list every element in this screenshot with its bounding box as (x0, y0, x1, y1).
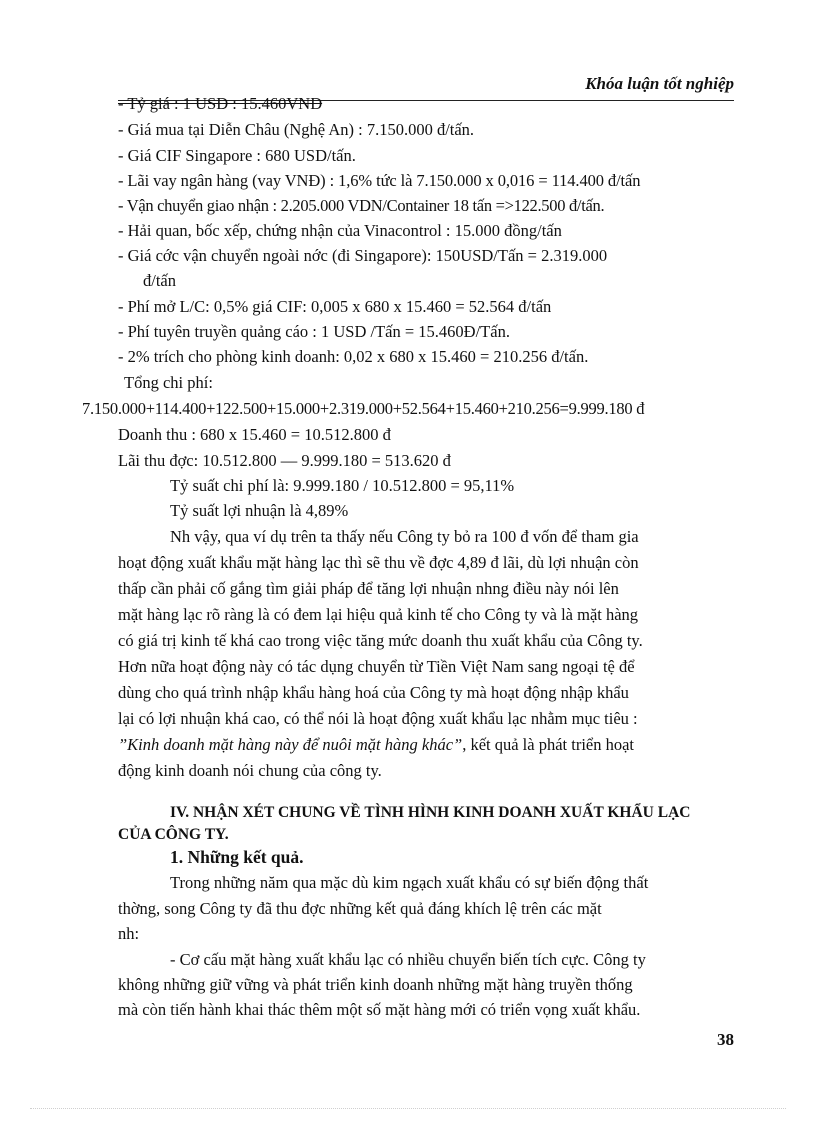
paragraph-line: nh: (118, 924, 140, 943)
paragraph-line: hoạt động xuất khẩu mặt hàng lạc thì sẽ thu về đợc 4,89 đ lãi, dù lợi nhuận còn (118, 553, 639, 572)
exchange-rate-line: - Tỷ giá : 1 USD : 15.460VNĐ (118, 94, 323, 113)
section-heading: IV. NHẬN XÉT CHUNG VỀ TÌNH HÌNH KINH DOANH XUẤT KHẨU LẠC (170, 804, 691, 821)
quoted-motto: ”Kinh doanh mặt hàng này để nuôi mặt hàng khác” (118, 735, 463, 754)
paragraph-line: mặt hàng lạc rõ ràng là có đem lại hiệu quả kinh tế cho Công ty và là mặt hàng (118, 605, 639, 624)
profit-ratio-line: Tỷ suất lợi nhuận là 4,89% (170, 501, 349, 520)
paragraph-line: thờng, song Công ty đã thu đợc những kết quả đáng khích lệ trên các mặt (118, 899, 602, 918)
paragraph-line: Nh vậy, qua ví dụ trên ta thấy nếu Công ty bỏ ra 100 đ vốn để tham gia (170, 527, 639, 546)
subheading: 1. Những kết quả. (170, 847, 304, 867)
profit-line: Lãi thu đợc: 10.512.800 — 9.999.180 = 513.620 đ (118, 451, 451, 470)
paragraph-line: lại có lợi nhuận khá cao, có thể nói là hoạt động xuất khẩu lạc nhằm mục tiêu : (118, 709, 638, 728)
paragraph-line: Hơn nữa hoạt động này có tác dụng chuyển từ Tiền Việt Nam sang ngoại tệ để (118, 657, 635, 676)
calc-line: - Vận chuyển giao nhận : 2.205.000 VDN/Container 18 tấn =>122.500 đ/tấn. (118, 196, 605, 215)
paragraph-line: không những giữ vững và phát triển kinh doanh những mặt hàng truyền thống (118, 975, 633, 994)
paragraph-line: Trong những năm qua mặc dù kim ngạch xuất khẩu có sự biến động thất (170, 873, 649, 892)
paragraph-line: dùng cho quá trình nhập khẩu hàng hoá của Công ty mà hoạt động nhập khẩu (118, 683, 629, 702)
calc-line: - Phí mở L/C: 0,5% giá CIF: 0,005 x 680 x 15.460 = 52.564 đ/tấn (118, 297, 552, 316)
paragraph-line: có giá trị kinh tế khá cao trong việc tăng mức doanh thu xuất khẩu của Công ty. (118, 631, 643, 650)
paragraph-line: - Cơ cấu mặt hàng xuất khẩu lạc có nhiều chuyển biến tích cực. Công ty (170, 950, 646, 969)
calc-line: - Giá CIF Singapore : 680 USD/tấn. (118, 146, 356, 165)
calc-line: - Phí tuyên truyền quảng cáo : 1 USD /Tấn = 15.460Đ/Tấn. (118, 322, 510, 341)
calc-line: - 2% trích cho phòng kinh doanh: 0,02 x 680 x 15.460 = 210.256 đ/tấn. (118, 347, 589, 366)
calc-line: - Giá mua tại Diễn Châu (Nghệ An) : 7.150.000 đ/tấn. (118, 120, 475, 139)
paragraph-line: thấp cần phải cố gắng tìm giải pháp để tăng lợi nhuận nhng điều này nói lên (118, 579, 619, 598)
section-heading-cont: CỦA CÔNG TY. (118, 826, 229, 843)
paragraph-line: động kinh doanh nói chung của công ty. (118, 761, 382, 780)
calc-line: - Lãi vay ngân hàng (vay VNĐ) : 1,6% tức là 7.150.000 x 0,016 = 114.400 đ/tấn (118, 171, 641, 190)
calc-line: đ/tấn (143, 271, 176, 290)
quote-line (118, 733, 634, 757)
total-cost-formula: 7.150.000+114.400+122.500+15.000+2.319.000+52.564+15.460+210.256=9.999.180 đ (82, 399, 645, 418)
footer-divider (30, 1108, 786, 1109)
calc-line: - Giá cớc vận chuyển ngoài nớc (đi Singapore): 150USD/Tấn = 2.319.000 (118, 246, 608, 265)
page-number: 38 (717, 1030, 734, 1049)
total-cost-label: Tổng chi phí: (124, 373, 213, 392)
paragraph-line: mà còn tiến hành khai thác thêm một số mặt hàng mới có triển vọng xuất khẩu. (118, 1000, 641, 1019)
header-title: Khóa luận tốt nghiệp (585, 74, 734, 93)
quote-rest: , kết quả là phát triển hoạt (462, 735, 635, 754)
cost-ratio-line: Tỷ suất chi phí là: 9.999.180 / 10.512.800 = 95,11% (170, 476, 515, 495)
calc-line: - Hải quan, bốc xếp, chứng nhận của Vinacontrol : 15.000 đồng/tấn (118, 221, 562, 240)
revenue-line: Doanh thu : 680 x 15.460 = 10.512.800 đ (118, 425, 391, 444)
